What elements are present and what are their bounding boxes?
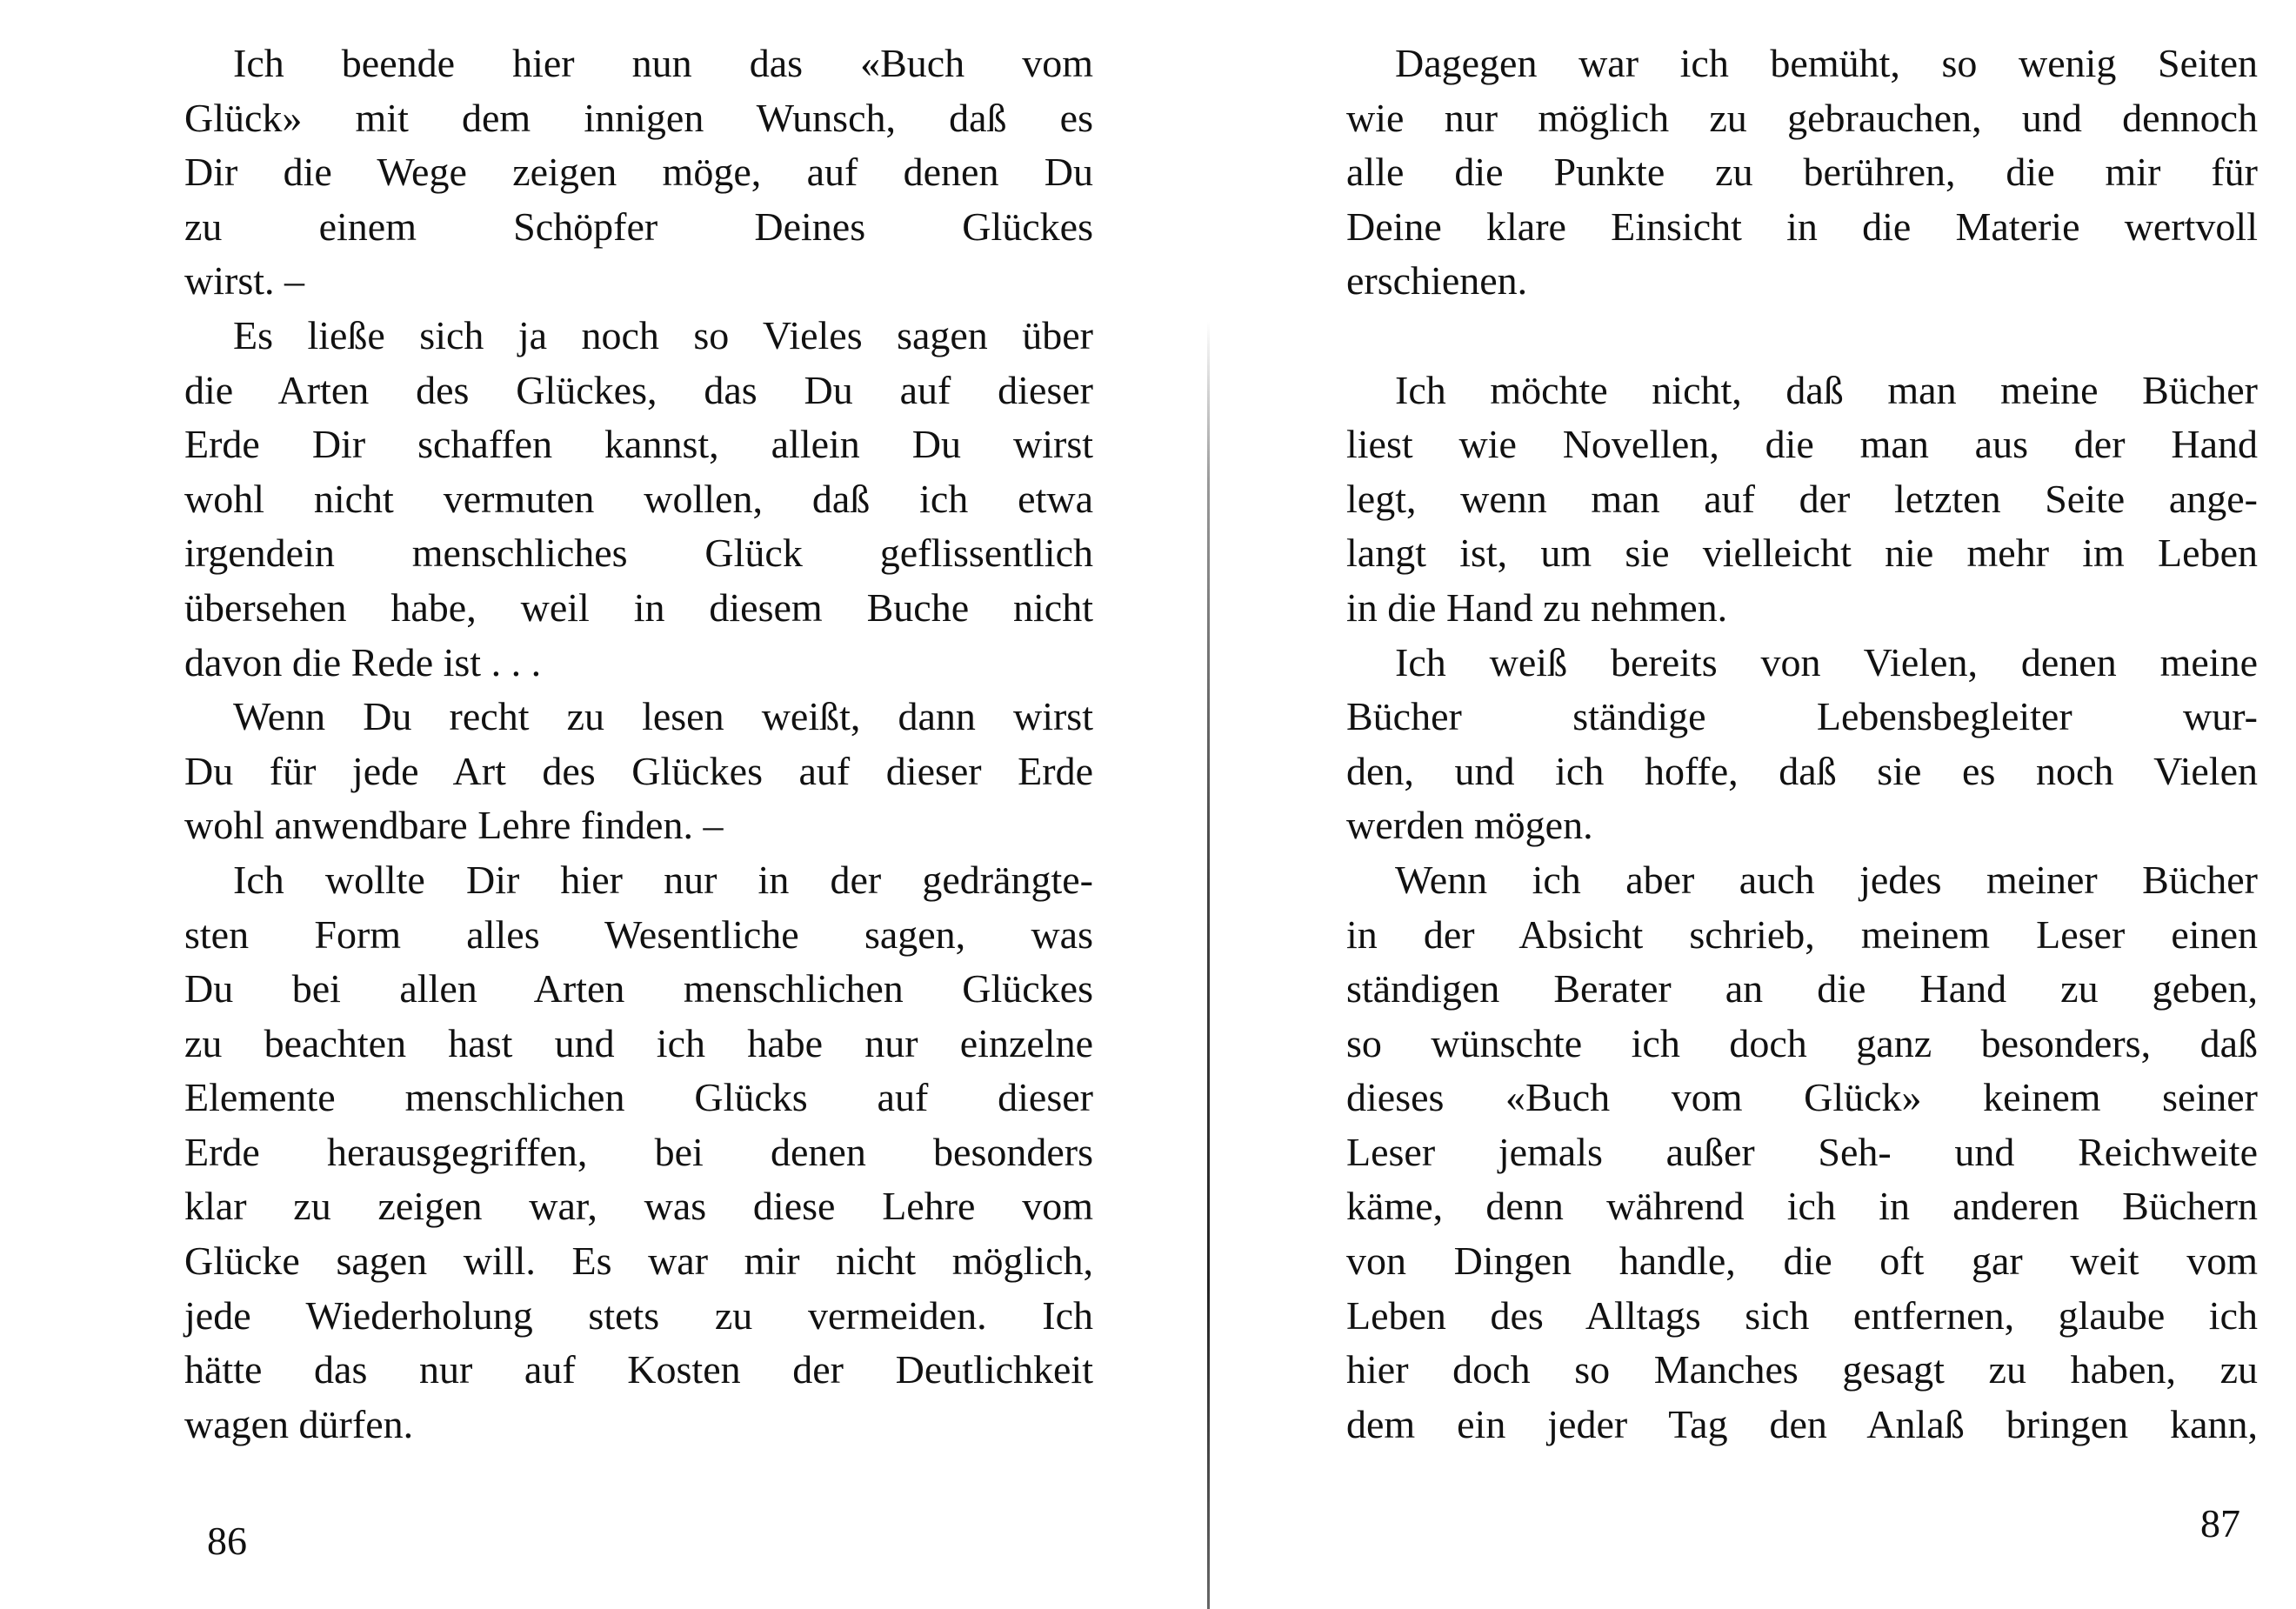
text-line: Wenn Du recht zu lesen weißt, dann wirst xyxy=(233,694,1093,739)
right-page-text xyxy=(1346,37,2258,1452)
text-line: liest wie Novellen, die man aus der Hand xyxy=(1346,422,2258,467)
text-line: davon die Rede ist . . . xyxy=(184,639,542,684)
text-line: zu beachten hast und ich habe nur einzelne xyxy=(184,1020,1093,1065)
text-line: jede Wiederholung stets zu vermeiden. Ich xyxy=(184,1292,1093,1338)
text-line: wirst. – xyxy=(184,258,304,304)
text-line: Elemente menschlichen Glücks auf dieser xyxy=(184,1075,1093,1120)
text-line: Ich beende hier nun das «Buch vom xyxy=(233,41,1093,85)
text-line: Erde herausgegriffen, bei denen besonders xyxy=(184,1129,1093,1174)
text-line: Ich wollte Dir hier nur in der gedrängte- xyxy=(233,857,1093,902)
text-line: Du für jede Art des Glückes auf dieser Erde xyxy=(184,748,1093,793)
text-line: Leser jemals außer Seh- und Reichweite xyxy=(1346,1129,2258,1174)
text-line: wagen dürfen. xyxy=(184,1401,414,1446)
left-page-text xyxy=(184,37,1093,1452)
text-line: Ich möchte nicht, daß man meine Bücher xyxy=(1395,367,2258,412)
text-line: Glück» mit dem innigen Wunsch, daß es xyxy=(184,95,1093,140)
text-line: werden mögen. xyxy=(1346,803,1593,848)
text-line: Leben des Alltags sich entfernen, glaube ich xyxy=(1346,1292,2258,1338)
text-line: übersehen habe, weil in diesem Buche nicht xyxy=(184,584,1093,630)
text-line: dem ein jeder Tag den Anlaß bringen kann, xyxy=(1346,1401,2258,1446)
book-gutter xyxy=(1207,0,1210,1609)
text-line: ständigen Berater an die Hand zu geben, xyxy=(1346,966,2258,1011)
text-line: hätte das nur auf Kosten der Deutlichkeit xyxy=(184,1347,1093,1392)
text-line: wohl nicht vermuten wollen, daß ich etwa xyxy=(184,476,1093,521)
text-line: in der Absicht schrieb, meinem Leser einen xyxy=(1346,911,2258,957)
text-line: von Dingen handle, die oft gar weit vom xyxy=(1346,1238,2258,1284)
text-line: hier doch so Manches gesagt zu haben, zu xyxy=(1346,1347,2258,1392)
text-line: klar zu zeigen war, was diese Lehre vom xyxy=(184,1184,1093,1229)
text-line: Dagegen war ich bemüht, so wenig Seiten xyxy=(1395,41,2258,85)
text-line: wohl anwendbare Lehre finden. – xyxy=(184,803,724,848)
text-line: dieses «Buch vom Glück» keinem seiner xyxy=(1346,1075,2258,1120)
text-line: Deine klare Einsicht in die Materie wertvoll xyxy=(1346,204,2258,249)
paragraph-gap xyxy=(1346,309,2258,364)
text-line: legt, wenn man auf der letzten Seite ange- xyxy=(1346,476,2258,521)
text-line: Dir die Wege zeigen möge, auf denen Du xyxy=(184,150,1093,195)
text-line: irgendein menschliches Glück geflissentlich xyxy=(184,531,1093,576)
text-line: Du bei allen Arten menschlichen Glückes xyxy=(184,966,1093,1011)
text-line: in die Hand zu nehmen. xyxy=(1346,584,1728,630)
text-line: Erde Dir schaffen kannst, allein Du wirst xyxy=(184,422,1093,467)
text-line: Glücke sagen will. Es war mir nicht möglich, xyxy=(184,1238,1093,1284)
text-line: Es ließe sich ja noch so Vieles sagen über xyxy=(233,312,1093,357)
text-line: wie nur möglich zu gebrauchen, und dennoch xyxy=(1346,95,2258,140)
text-line: Wenn ich aber auch jedes meiner Bücher xyxy=(1395,857,2258,902)
left-page-number: 86 xyxy=(207,1519,247,1563)
text-line: Bücher ständige Lebensbegleiter wur- xyxy=(1346,694,2258,739)
text-line: käme, denn während ich in anderen Büchern xyxy=(1346,1184,2258,1229)
text-line: die Arten des Glückes, das Du auf dieser xyxy=(184,367,1093,412)
text-line: so wünschte ich doch ganz besonders, daß xyxy=(1346,1020,2258,1065)
text-line: zu einem Schöpfer Deines Glückes xyxy=(184,204,1093,249)
text-line: alle die Punkte zu berühren, die mir für xyxy=(1346,150,2258,195)
text-line: erschienen. xyxy=(1346,258,1528,304)
right-page-number: 87 xyxy=(2200,1501,2240,1546)
text-line: Ich weiß bereits von Vielen, denen meine xyxy=(1395,639,2258,684)
text-line: langt ist, um sie vielleicht nie mehr im Leben xyxy=(1346,531,2258,576)
text-line: den, und ich hoffe, daß sie es noch Vielen xyxy=(1346,748,2258,793)
text-line: sten Form alles Wesentliche sagen, was xyxy=(184,911,1093,957)
